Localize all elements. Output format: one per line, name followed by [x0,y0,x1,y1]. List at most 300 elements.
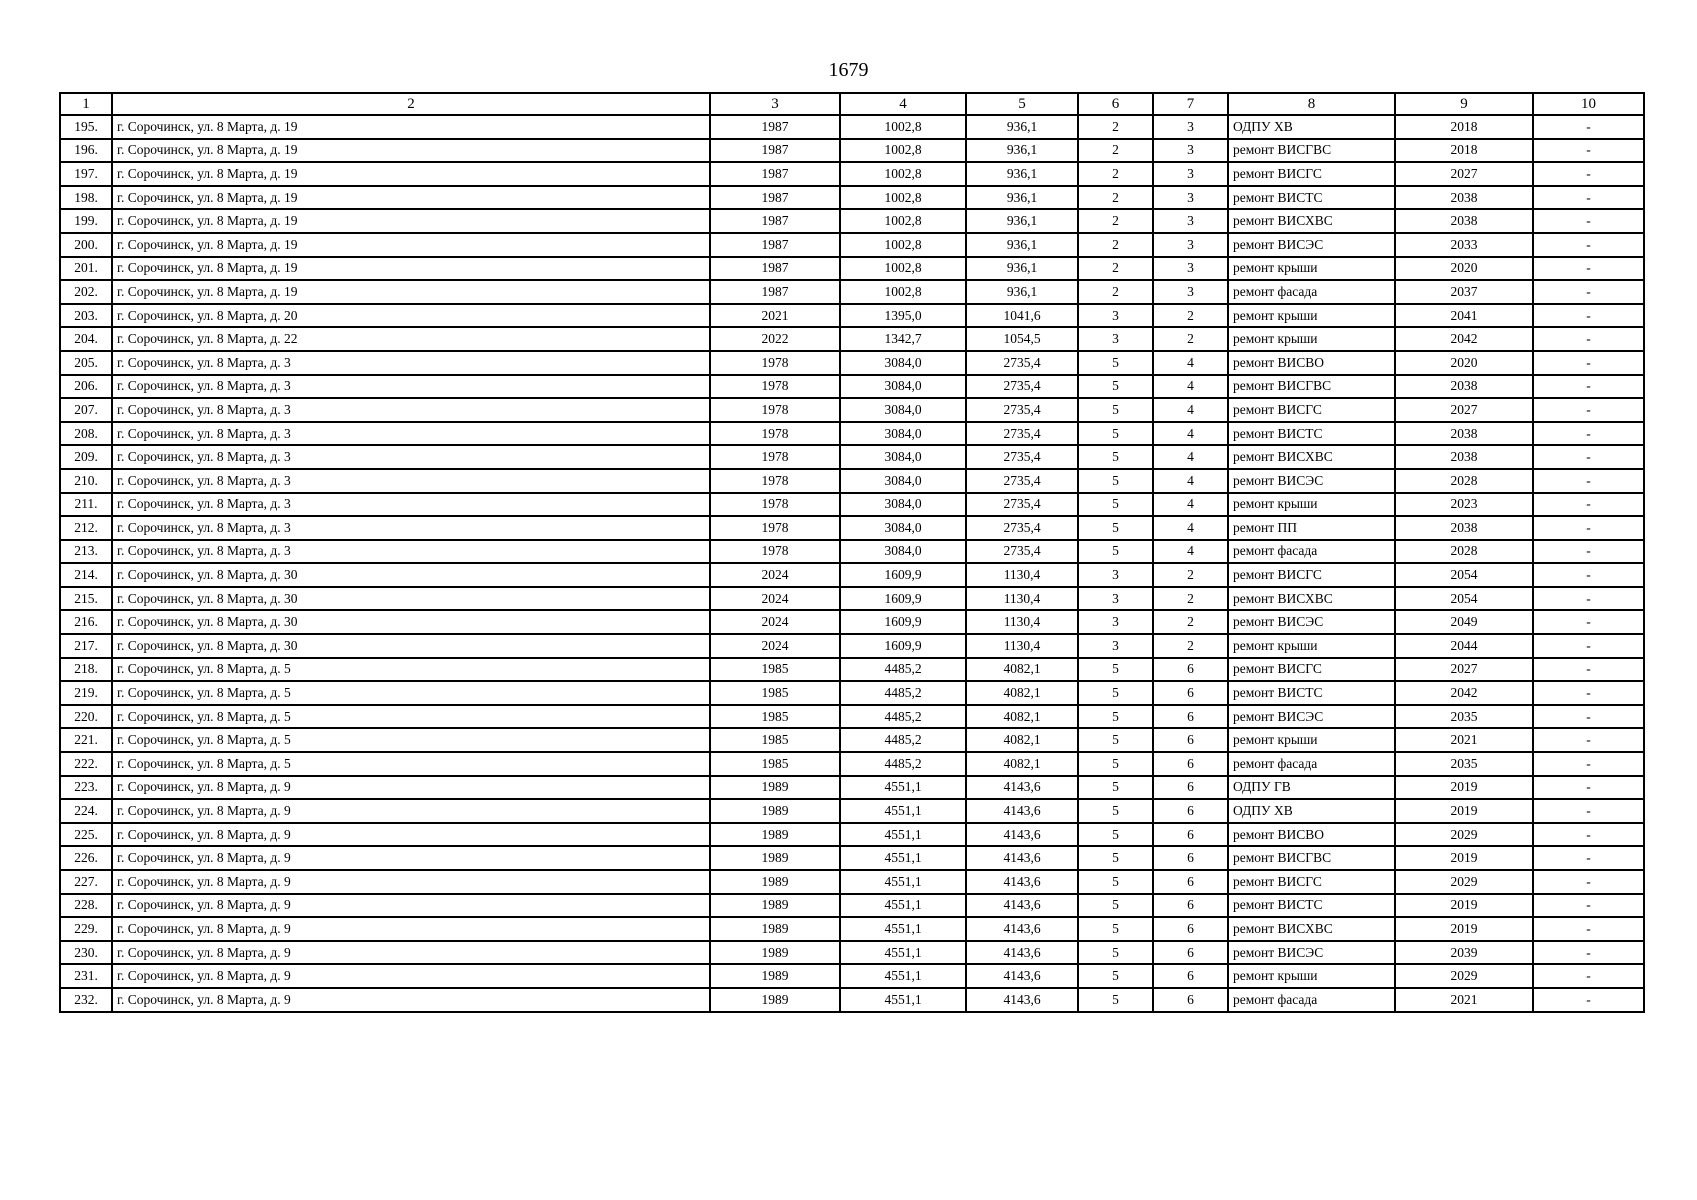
planned-year-cell: 2042 [1395,327,1533,351]
address-cell: г. Сорочинск, ул. 8 Марта, д. 5 [112,705,710,729]
address-cell: г. Сорочинск, ул. 8 Марта, д. 5 [112,658,710,682]
year-built-cell: 1978 [710,516,840,540]
row-number-cell: 220. [60,705,112,729]
year-built-cell: 1989 [710,917,840,941]
work-type-cell: ремонт ВИСТС [1228,422,1395,446]
address-cell: г. Сорочинск, ул. 8 Марта, д. 9 [112,964,710,988]
note-cell: - [1533,540,1644,564]
total-area-cell: 1342,7 [840,327,966,351]
floors-cell: 5 [1078,728,1153,752]
work-type-cell: ремонт ВИСЭС [1228,705,1395,729]
total-area-cell: 4551,1 [840,846,966,870]
year-built-cell: 1987 [710,280,840,304]
planned-year-cell: 2041 [1395,304,1533,328]
work-type-cell: ремонт ВИСХВС [1228,587,1395,611]
floors-cell: 5 [1078,894,1153,918]
table-row [60,422,1644,446]
floors-cell: 5 [1078,870,1153,894]
year-built-cell: 1985 [710,658,840,682]
address-cell: г. Сорочинск, ул. 8 Марта, д. 3 [112,398,710,422]
work-type-cell: ремонт ВИСХВС [1228,209,1395,233]
table-row [60,304,1644,328]
table-row [60,563,1644,587]
work-type-cell: ремонт ВИСХВС [1228,917,1395,941]
row-number-cell: 229. [60,917,112,941]
living-area-cell: 4082,1 [966,752,1078,776]
planned-year-cell: 2019 [1395,776,1533,800]
living-area-cell: 4143,6 [966,870,1078,894]
living-area-cell: 4143,6 [966,917,1078,941]
total-area-cell: 4551,1 [840,894,966,918]
table-row [60,681,1644,705]
total-area-cell: 4485,2 [840,705,966,729]
living-area-cell: 1130,4 [966,563,1078,587]
address-cell: г. Сорочинск, ул. 8 Марта, д. 9 [112,776,710,800]
address-cell: г. Сорочинск, ул. 8 Марта, д. 19 [112,233,710,257]
year-built-cell: 1978 [710,540,840,564]
planned-year-cell: 2038 [1395,445,1533,469]
floors-cell: 5 [1078,964,1153,988]
total-area-cell: 1002,8 [840,162,966,186]
note-cell: - [1533,398,1644,422]
note-cell: - [1533,115,1644,139]
living-area-cell: 4082,1 [966,658,1078,682]
row-number-cell: 208. [60,422,112,446]
table-row [60,162,1644,186]
year-built-cell: 1989 [710,894,840,918]
living-area-cell: 936,1 [966,257,1078,281]
note-cell: - [1533,799,1644,823]
table-row [60,209,1644,233]
total-area-cell: 3084,0 [840,351,966,375]
note-cell: - [1533,375,1644,399]
total-area-cell: 3084,0 [840,375,966,399]
entrances-cell: 2 [1153,327,1228,351]
note-cell: - [1533,634,1644,658]
row-number-cell: 195. [60,115,112,139]
living-area-cell: 4082,1 [966,728,1078,752]
row-number-cell: 196. [60,139,112,163]
note-cell: - [1533,563,1644,587]
work-type-cell: ремонт фасада [1228,988,1395,1012]
note-cell: - [1533,493,1644,517]
living-area-cell: 4143,6 [966,941,1078,965]
living-area-cell: 2735,4 [966,493,1078,517]
note-cell: - [1533,587,1644,611]
entrances-cell: 6 [1153,941,1228,965]
floors-cell: 5 [1078,658,1153,682]
total-area-cell: 4485,2 [840,728,966,752]
table-row [60,540,1644,564]
table-body [60,115,1644,1012]
entrances-cell: 6 [1153,823,1228,847]
table-row [60,398,1644,422]
work-type-cell: ремонт ВИСГВС [1228,846,1395,870]
floors-cell: 5 [1078,941,1153,965]
living-area-cell: 1130,4 [966,587,1078,611]
year-built-cell: 1989 [710,776,840,800]
row-number-cell: 213. [60,540,112,564]
row-number-cell: 211. [60,493,112,517]
work-type-cell: ремонт ВИСЭС [1228,233,1395,257]
year-built-cell: 2024 [710,563,840,587]
work-type-cell: ремонт крыши [1228,304,1395,328]
floors-cell: 5 [1078,469,1153,493]
year-built-cell: 1985 [710,752,840,776]
work-type-cell: ремонт ВИСЭС [1228,610,1395,634]
entrances-cell: 3 [1153,257,1228,281]
address-cell: г. Сорочинск, ул. 8 Марта, д. 9 [112,846,710,870]
address-cell: г. Сорочинск, ул. 8 Марта, д. 3 [112,516,710,540]
total-area-cell: 4551,1 [840,776,966,800]
floors-cell: 2 [1078,257,1153,281]
work-type-cell: ОДПУ ХВ [1228,115,1395,139]
row-number-cell: 212. [60,516,112,540]
work-type-cell: ремонт ВИСТС [1228,894,1395,918]
row-number-cell: 222. [60,752,112,776]
work-type-cell: ремонт ВИСВО [1228,823,1395,847]
work-type-cell: ремонт ВИСГС [1228,870,1395,894]
total-area-cell: 1002,8 [840,233,966,257]
page-number: 1679 [828,59,869,81]
column-header: 1 [60,93,112,115]
row-number-cell: 198. [60,186,112,210]
year-built-cell: 1978 [710,351,840,375]
work-type-cell: ремонт ВИСГС [1228,398,1395,422]
living-area-cell: 2735,4 [966,469,1078,493]
table-row [60,894,1644,918]
note-cell: - [1533,846,1644,870]
total-area-cell: 1002,8 [840,115,966,139]
floors-cell: 5 [1078,705,1153,729]
note-cell: - [1533,917,1644,941]
floors-cell: 5 [1078,988,1153,1012]
year-built-cell: 1978 [710,398,840,422]
floors-cell: 5 [1078,917,1153,941]
row-number-cell: 209. [60,445,112,469]
row-number-cell: 232. [60,988,112,1012]
note-cell: - [1533,139,1644,163]
planned-year-cell: 2038 [1395,209,1533,233]
address-cell: г. Сорочинск, ул. 8 Марта, д. 30 [112,563,710,587]
floors-cell: 2 [1078,280,1153,304]
work-type-cell: ремонт фасада [1228,752,1395,776]
work-type-cell: ремонт ПП [1228,516,1395,540]
row-number-cell: 225. [60,823,112,847]
row-number-cell: 200. [60,233,112,257]
living-area-cell: 936,1 [966,280,1078,304]
planned-year-cell: 2038 [1395,422,1533,446]
address-cell: г. Сорочинск, ул. 8 Марта, д. 9 [112,894,710,918]
table-row [60,799,1644,823]
year-built-cell: 1989 [710,964,840,988]
year-built-cell: 1989 [710,941,840,965]
note-cell: - [1533,964,1644,988]
floors-cell: 2 [1078,139,1153,163]
year-built-cell: 1978 [710,422,840,446]
floors-cell: 5 [1078,846,1153,870]
row-number-cell: 203. [60,304,112,328]
note-cell: - [1533,823,1644,847]
entrances-cell: 3 [1153,186,1228,210]
table-row [60,469,1644,493]
note-cell: - [1533,516,1644,540]
floors-cell: 3 [1078,634,1153,658]
row-number-cell: 224. [60,799,112,823]
row-number-cell: 231. [60,964,112,988]
planned-year-cell: 2019 [1395,799,1533,823]
note-cell: - [1533,351,1644,375]
entrances-cell: 6 [1153,752,1228,776]
address-cell: г. Сорочинск, ул. 8 Марта, д. 3 [112,375,710,399]
floors-cell: 5 [1078,516,1153,540]
work-type-cell: ремонт ВИСЭС [1228,941,1395,965]
planned-year-cell: 2037 [1395,280,1533,304]
living-area-cell: 2735,4 [966,422,1078,446]
note-cell: - [1533,658,1644,682]
planned-year-cell: 2018 [1395,115,1533,139]
year-built-cell: 1985 [710,681,840,705]
planned-year-cell: 2028 [1395,540,1533,564]
entrances-cell: 6 [1153,681,1228,705]
year-built-cell: 1987 [710,186,840,210]
living-area-cell: 4143,6 [966,776,1078,800]
entrances-cell: 6 [1153,799,1228,823]
year-built-cell: 2024 [710,634,840,658]
work-type-cell: ремонт ВИСВО [1228,351,1395,375]
total-area-cell: 4551,1 [840,941,966,965]
living-area-cell: 936,1 [966,162,1078,186]
living-area-cell: 4143,6 [966,846,1078,870]
table-row [60,139,1644,163]
year-built-cell: 1987 [710,209,840,233]
planned-year-cell: 2039 [1395,941,1533,965]
entrances-cell: 6 [1153,728,1228,752]
address-cell: г. Сорочинск, ул. 8 Марта, д. 3 [112,445,710,469]
entrances-cell: 6 [1153,776,1228,800]
table-row [60,705,1644,729]
work-type-cell: ремонт ВИСГС [1228,162,1395,186]
table-row [60,728,1644,752]
row-number-cell: 219. [60,681,112,705]
year-built-cell: 1987 [710,233,840,257]
living-area-cell: 4143,6 [966,964,1078,988]
entrances-cell: 4 [1153,493,1228,517]
row-number-cell: 199. [60,209,112,233]
note-cell: - [1533,941,1644,965]
note-cell: - [1533,209,1644,233]
total-area-cell: 4551,1 [840,823,966,847]
work-type-cell: ремонт ВИСЭС [1228,469,1395,493]
table-row [60,493,1644,517]
entrances-cell: 4 [1153,540,1228,564]
address-cell: г. Сорочинск, ул. 8 Марта, д. 20 [112,304,710,328]
entrances-cell: 4 [1153,375,1228,399]
floors-cell: 2 [1078,209,1153,233]
planned-year-cell: 2020 [1395,257,1533,281]
living-area-cell: 4143,6 [966,823,1078,847]
floors-cell: 3 [1078,304,1153,328]
entrances-cell: 6 [1153,705,1228,729]
row-number-cell: 202. [60,280,112,304]
living-area-cell: 1130,4 [966,634,1078,658]
total-area-cell: 4551,1 [840,870,966,894]
row-number-cell: 223. [60,776,112,800]
planned-year-cell: 2035 [1395,752,1533,776]
note-cell: - [1533,162,1644,186]
total-area-cell: 1395,0 [840,304,966,328]
planned-year-cell: 2027 [1395,398,1533,422]
planned-year-cell: 2029 [1395,870,1533,894]
year-built-cell: 1987 [710,162,840,186]
year-built-cell: 1989 [710,870,840,894]
work-type-cell: ремонт ВИСТС [1228,186,1395,210]
work-type-cell: ремонт крыши [1228,964,1395,988]
planned-year-cell: 2035 [1395,705,1533,729]
year-built-cell: 1978 [710,469,840,493]
total-area-cell: 3084,0 [840,445,966,469]
address-cell: г. Сорочинск, ул. 8 Марта, д. 9 [112,941,710,965]
column-header: 8 [1228,93,1395,115]
year-built-cell: 2024 [710,587,840,611]
row-number-cell: 216. [60,610,112,634]
note-cell: - [1533,280,1644,304]
address-cell: г. Сорочинск, ул. 8 Марта, д. 19 [112,139,710,163]
year-built-cell: 1987 [710,257,840,281]
living-area-cell: 2735,4 [966,351,1078,375]
row-number-cell: 215. [60,587,112,611]
entrances-cell: 4 [1153,445,1228,469]
planned-year-cell: 2038 [1395,186,1533,210]
planned-year-cell: 2028 [1395,469,1533,493]
row-number-cell: 226. [60,846,112,870]
entrances-cell: 2 [1153,587,1228,611]
living-area-cell: 2735,4 [966,375,1078,399]
planned-year-cell: 2018 [1395,139,1533,163]
entrances-cell: 2 [1153,634,1228,658]
year-built-cell: 1989 [710,988,840,1012]
note-cell: - [1533,610,1644,634]
entrances-cell: 6 [1153,988,1228,1012]
entrances-cell: 6 [1153,870,1228,894]
total-area-cell: 1609,9 [840,634,966,658]
note-cell: - [1533,469,1644,493]
row-number-cell: 230. [60,941,112,965]
year-built-cell: 2021 [710,304,840,328]
floors-cell: 5 [1078,752,1153,776]
planned-year-cell: 2019 [1395,894,1533,918]
floors-cell: 3 [1078,587,1153,611]
note-cell: - [1533,894,1644,918]
total-area-cell: 1002,8 [840,139,966,163]
note-cell: - [1533,988,1644,1012]
living-area-cell: 1041,6 [966,304,1078,328]
entrances-cell: 4 [1153,351,1228,375]
total-area-cell: 1609,9 [840,587,966,611]
entrances-cell: 3 [1153,280,1228,304]
table-row [60,988,1644,1012]
row-number-cell: 210. [60,469,112,493]
living-area-cell: 936,1 [966,186,1078,210]
year-built-cell: 2022 [710,327,840,351]
table-row [60,752,1644,776]
work-type-cell: ремонт крыши [1228,493,1395,517]
year-built-cell: 1978 [710,445,840,469]
row-number-cell: 218. [60,658,112,682]
address-cell: г. Сорочинск, ул. 8 Марта, д. 19 [112,162,710,186]
table-row [60,375,1644,399]
living-area-cell: 2735,4 [966,445,1078,469]
column-header: 4 [840,93,966,115]
total-area-cell: 1002,8 [840,186,966,210]
work-type-cell: ремонт ВИСГВС [1228,139,1395,163]
work-type-cell: ремонт крыши [1228,634,1395,658]
year-built-cell: 1987 [710,139,840,163]
planned-year-cell: 2019 [1395,917,1533,941]
living-area-cell: 936,1 [966,233,1078,257]
row-number-cell: 197. [60,162,112,186]
year-built-cell: 1985 [710,728,840,752]
note-cell: - [1533,445,1644,469]
living-area-cell: 4143,6 [966,799,1078,823]
note-cell: - [1533,257,1644,281]
planned-year-cell: 2038 [1395,516,1533,540]
planned-year-cell: 2021 [1395,988,1533,1012]
row-number-cell: 228. [60,894,112,918]
note-cell: - [1533,681,1644,705]
living-area-cell: 4143,6 [966,988,1078,1012]
planned-year-cell: 2027 [1395,658,1533,682]
floors-cell: 5 [1078,493,1153,517]
planned-year-cell: 2020 [1395,351,1533,375]
living-area-cell: 4143,6 [966,894,1078,918]
entrances-cell: 6 [1153,658,1228,682]
entrances-cell: 2 [1153,563,1228,587]
note-cell: - [1533,186,1644,210]
table-row [60,257,1644,281]
entrances-cell: 3 [1153,115,1228,139]
entrances-cell: 4 [1153,398,1228,422]
planned-year-cell: 2021 [1395,728,1533,752]
address-cell: г. Сорочинск, ул. 8 Марта, д. 19 [112,280,710,304]
address-cell: г. Сорочинск, ул. 8 Марта, д. 9 [112,823,710,847]
entrances-cell: 2 [1153,610,1228,634]
note-cell: - [1533,304,1644,328]
living-area-cell: 2735,4 [966,398,1078,422]
work-type-cell: ОДПУ ХВ [1228,799,1395,823]
floors-cell: 5 [1078,823,1153,847]
entrances-cell: 6 [1153,846,1228,870]
floors-cell: 3 [1078,610,1153,634]
address-cell: г. Сорочинск, ул. 8 Марта, д. 5 [112,752,710,776]
table-row [60,964,1644,988]
living-area-cell: 2735,4 [966,540,1078,564]
total-area-cell: 3084,0 [840,469,966,493]
floors-cell: 5 [1078,540,1153,564]
living-area-cell: 936,1 [966,115,1078,139]
work-type-cell: ремонт ВИСГС [1228,563,1395,587]
note-cell: - [1533,776,1644,800]
year-built-cell: 1985 [710,705,840,729]
work-type-cell: ремонт ВИСГВС [1228,375,1395,399]
column-header: 3 [710,93,840,115]
total-area-cell: 4485,2 [840,681,966,705]
planned-year-cell: 2033 [1395,233,1533,257]
floors-cell: 5 [1078,681,1153,705]
table-row [60,587,1644,611]
row-number-cell: 204. [60,327,112,351]
work-type-cell: ОДПУ ГВ [1228,776,1395,800]
